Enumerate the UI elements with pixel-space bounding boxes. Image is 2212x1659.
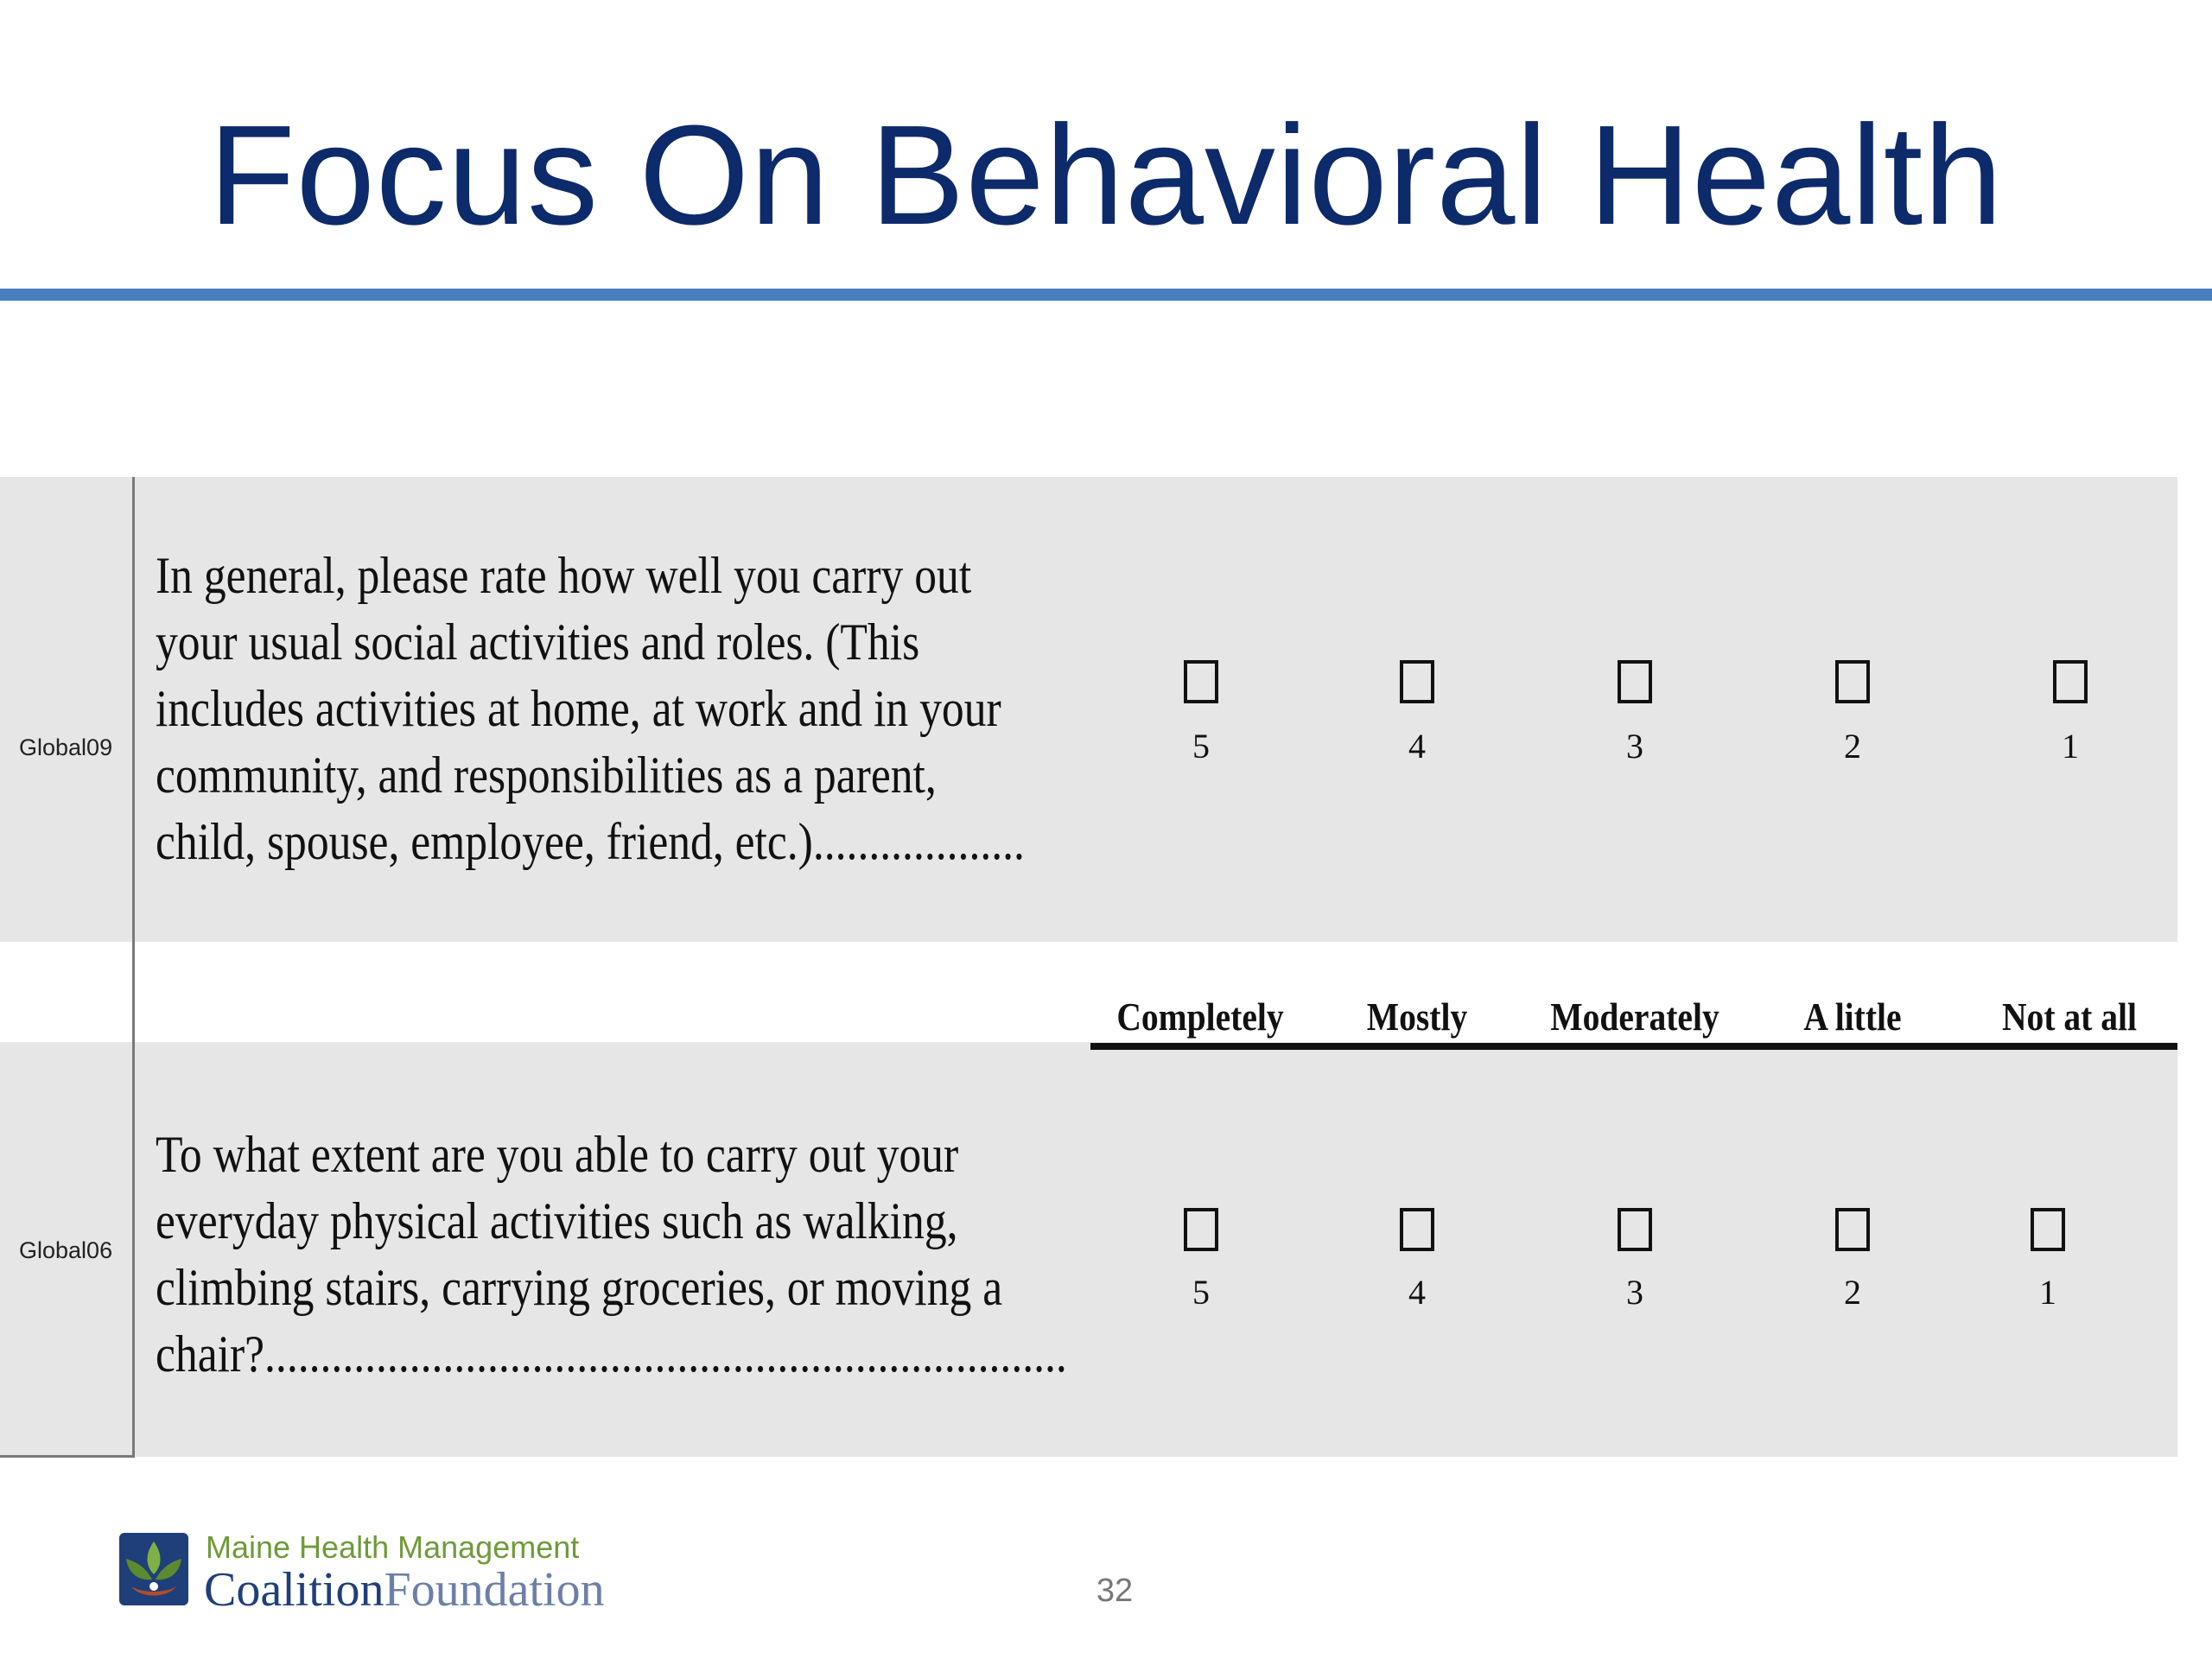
checkbox-icon[interactable] (1835, 1208, 1870, 1251)
option-value: 4 (1408, 1273, 1426, 1312)
checkbox-icon[interactable] (1184, 660, 1218, 703)
question-line: chair?........................................................................ (156, 1325, 1067, 1382)
checkbox-icon[interactable] (2031, 1208, 2065, 1251)
question-line: community, and responsibilities as a parent, (156, 747, 937, 804)
scale-label-mostly: Mostly (1366, 995, 1468, 1039)
checkbox-icon[interactable] (2053, 660, 2088, 703)
checkbox-icon[interactable] (1835, 660, 1870, 703)
option-value: 2 (1844, 727, 1861, 766)
checkbox-icon[interactable] (1400, 660, 1434, 703)
scale-label-completely: Completely (1116, 995, 1284, 1039)
checkbox-icon[interactable] (1618, 1208, 1652, 1251)
organization-logo (119, 1528, 605, 1617)
logo-word-foundation: Foundation (384, 1563, 605, 1617)
title-rule (0, 289, 2212, 301)
checkbox-icon[interactable] (1618, 660, 1652, 703)
question-text (156, 1122, 1067, 1388)
item-id: Global09 (19, 734, 113, 760)
question-line: child, spouse, employee, friend, etc.)................... (156, 813, 1025, 870)
item-id: Global06 (19, 1237, 113, 1263)
scale-label-not-at-all: Not at all (2001, 995, 2138, 1039)
logo-tagline: Maine Health Management (206, 1529, 580, 1565)
id-column-bottom-rule (0, 1455, 135, 1458)
logo-mark-icon (119, 1533, 188, 1605)
option-value: 2 (1844, 1273, 1861, 1312)
scale-label-a-little: A little (1803, 995, 1902, 1039)
checkbox-icon[interactable] (1184, 1208, 1218, 1251)
option-value: 3 (1626, 1273, 1643, 1312)
question-line: includes activities at home, at work and in your (156, 680, 1001, 737)
slide-title: Focus On Behavioral Health (208, 96, 2004, 254)
option-value: 3 (1626, 727, 1643, 766)
option-value: 1 (2062, 727, 2079, 766)
option-value: 4 (1408, 727, 1426, 766)
checkbox-icon[interactable] (1400, 1208, 1434, 1251)
question-text (156, 543, 1025, 875)
logo-word-coalition: Coalition (204, 1563, 385, 1617)
question-line: everyday physical activities such as walking, (156, 1192, 958, 1249)
page-number: 32 (1096, 1573, 1134, 1609)
question-line: your usual social activities and roles. (This (156, 613, 920, 671)
option-value: 5 (1192, 727, 1210, 766)
question-line: To what extent are you able to carry out your (156, 1126, 959, 1183)
id-column-divider (132, 477, 135, 1457)
logo-wordmark (204, 1562, 605, 1618)
option-value: 5 (1192, 1273, 1210, 1312)
option-value: 1 (2039, 1273, 2056, 1312)
scale-label-moderately: Moderately (1550, 995, 1719, 1039)
question-line: climbing stairs, carrying groceries, or moving a (156, 1259, 1003, 1316)
question-line: In general, please rate how well you carry out (156, 547, 972, 604)
scale-header-rule (1090, 1043, 2177, 1050)
